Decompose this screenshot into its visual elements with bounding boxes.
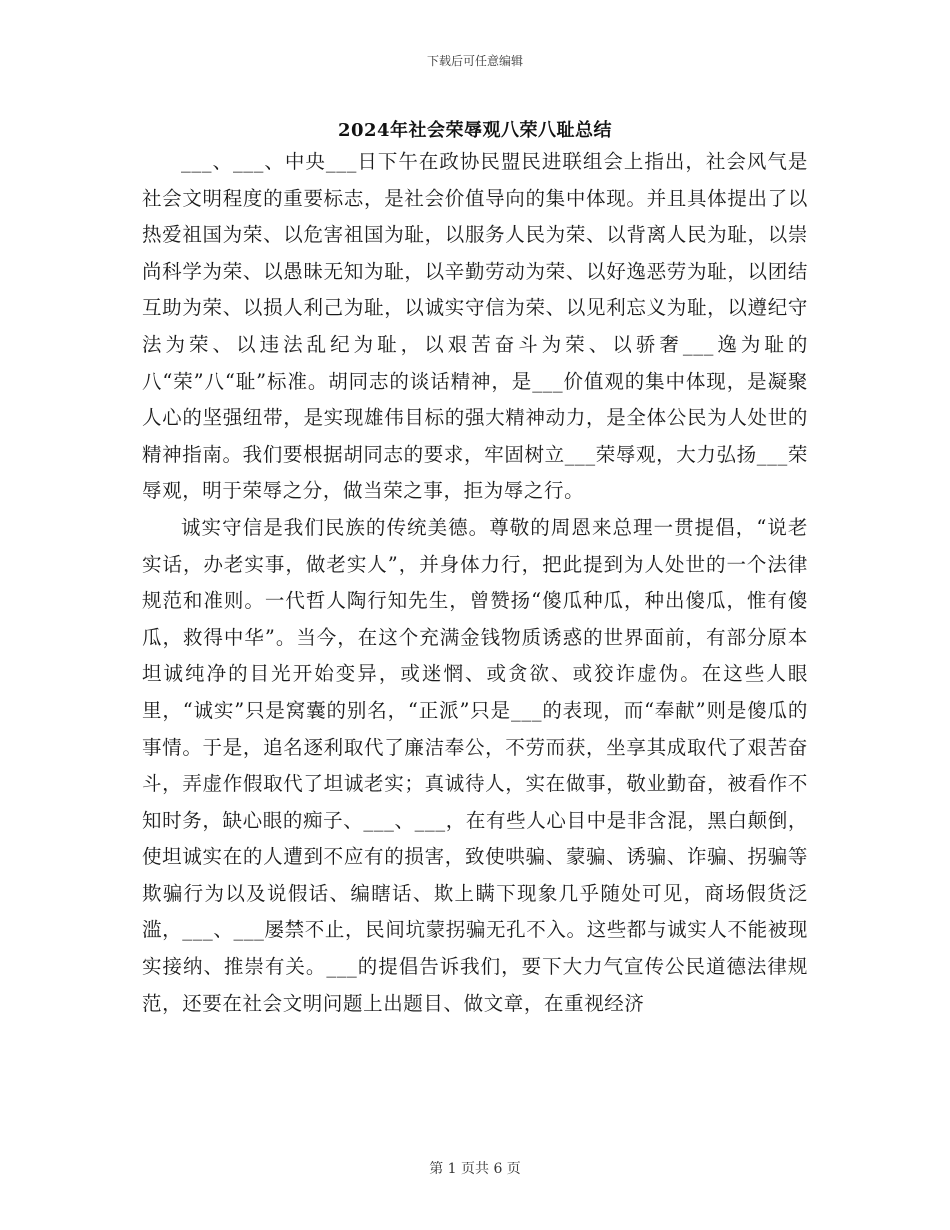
paragraph-2: 诚实守信是我们民族的传统美德。尊敬的周恩来总理一贯提倡，“说老实话，办老实事，做老实人”，并身体力行，把此提到为人处世的一个法律规范和准则。一代哲人陶行知先生，曾赞扬“傻瓜种瓜，种出傻瓜，惟有傻瓜，救得中华”。当今，在这个充满金钱物质诱惑的世界面前，有部分原本坦诚纯净的目光开始变异，或迷惘、或贪欲、或狡诈虚伪。在这些人眼里，“诚实”只是窝囊的别名，“正派”只是___的表现，而“奉献”则是傻瓜的事情。于是，追名逐利取代了廉洁奉公，不劳而获，坐享其成取代了艰苦奋斗，弄虚作假取代了坦诚老实；真诚待人，实在做事，敬业勤奋，被看作不知时务，缺心眼的痴子、___、___，在有些人心目中是非含混，黑白颠倒，使坦诚实在的人遭到不应有的损害，致使哄骗、蒙骗、诱骗、诈骗、拐骗等欺骗行为以及说假话、编瞎话、欺上瞒下现象几乎随处可见，商场假货泛滥，___、___屡禁不止，民间坑蒙拐骗无孔不入。这些都与诚实人不能被现实接纳、推崇有关。___的提倡告诉我们，要下大力气宣传公民道德法律规范，还要在社会文明问题上出题目、做文章，在重视经济 — [142, 515, 808, 1015]
page-header-note: 下载后可任意编辑 — [426, 54, 523, 68]
document-body — [142, 144, 808, 1022]
paragraph-1: ___、___、中央___日下午在政协民盟民进联组会上指出，社会风气是社会文明程度的重要标志，是社会价值导向的集中体现。并且具体提出了以热爱祖国为荣、以危害祖国为耻，以服务人民为荣、以背离人民为耻，以崇尚科学为荣、以愚昧无知为耻，以辛勤劳动为荣、以好逸恶劳为耻，以团结互助为荣、以损人利己为耻，以诚实守信为荣、以见利忘义为耻，以遵纪守法为荣、以违法乱纪为耻，以艰苦奋斗为荣、以骄奢___逸为耻的八“荣”八“耻”标准。胡同志的谈话精神，是___价值观的集中体现，是凝聚人心的坚强纽带，是实现雄伟目标的强大精神动力，是全体公民为人处世的精神指南。我们要根据胡同志的要求，牢固树立___荣辱观，大力弘扬___荣辱观，明于荣辱之分，做当荣之事，拒为辱之行。 — [142, 150, 808, 503]
page-number: 第 1 页共 6 页 — [429, 1161, 521, 1177]
document-title: 2024年社会荣辱观八荣八耻总结 — [337, 120, 613, 141]
